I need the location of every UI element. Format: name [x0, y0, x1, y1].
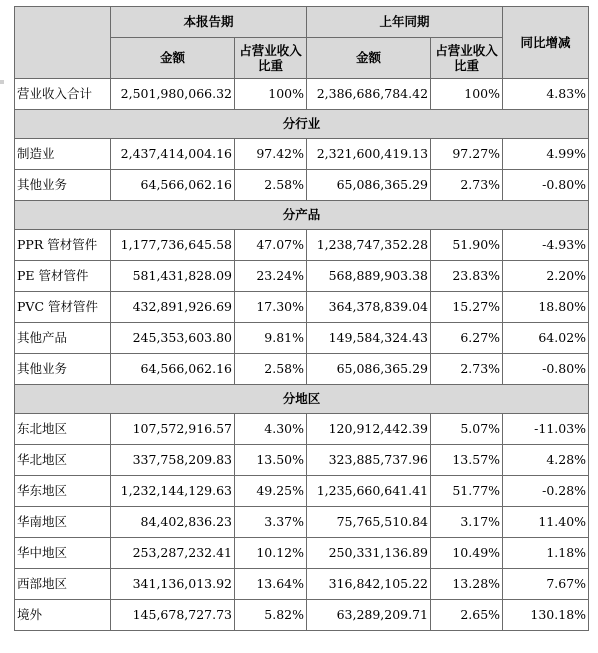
row-label: 西部地区 — [15, 569, 111, 600]
change-cell: 11.40% — [503, 507, 589, 538]
table-row — [15, 323, 589, 354]
table-body — [15, 79, 589, 631]
prior-amount-cell: 75,765,510.84 — [307, 507, 431, 538]
table-row — [15, 414, 589, 445]
row-label: PVC 管材管件 — [15, 292, 111, 323]
header-share-line2: 比重 — [454, 58, 480, 73]
change-cell: 2.20% — [503, 261, 589, 292]
change-cell: 7.67% — [503, 569, 589, 600]
table-row — [15, 538, 589, 569]
current-share-cell: 2.58% — [235, 354, 307, 385]
total-row — [15, 79, 589, 110]
table-row — [15, 354, 589, 385]
table-row — [15, 476, 589, 507]
revenue-table-container — [14, 6, 588, 631]
row-label: 东北地区 — [15, 414, 111, 445]
prior-share-cell: 97.27% — [431, 139, 503, 170]
current-amount-cell: 145,678,727.73 — [111, 600, 235, 631]
prior-share-cell: 23.83% — [431, 261, 503, 292]
row-label: 境外 — [15, 600, 111, 631]
row-label: 其他产品 — [15, 323, 111, 354]
prior-amount-cell: 2,321,600,419.13 — [307, 139, 431, 170]
prior-amount-cell: 63,289,209.71 — [307, 600, 431, 631]
current-share-cell: 4.30% — [235, 414, 307, 445]
current-amount-cell: 253,287,232.41 — [111, 538, 235, 569]
prior-share-cell: 100% — [431, 79, 503, 110]
current-amount-cell: 2,501,980,066.32 — [111, 79, 235, 110]
current-share-cell: 13.64% — [235, 569, 307, 600]
current-amount-cell: 245,353,603.80 — [111, 323, 235, 354]
current-amount-cell: 64,566,062.16 — [111, 170, 235, 201]
current-amount-cell: 84,402,836.23 — [111, 507, 235, 538]
prior-share-cell: 3.17% — [431, 507, 503, 538]
table-row — [15, 170, 589, 201]
prior-share-cell: 51.90% — [431, 230, 503, 261]
change-cell: 4.28% — [503, 445, 589, 476]
section-header-row — [15, 201, 589, 230]
row-label: 其他业务 — [15, 170, 111, 201]
current-share-cell: 10.12% — [235, 538, 307, 569]
row-label: 营业收入合计 — [15, 79, 111, 110]
change-cell: -0.28% — [503, 476, 589, 507]
current-share-cell: 17.30% — [235, 292, 307, 323]
change-cell: 18.80% — [503, 292, 589, 323]
current-share-cell: 9.81% — [235, 323, 307, 354]
current-amount-cell: 107,572,916.57 — [111, 414, 235, 445]
section-title: 分行业 — [15, 110, 589, 139]
prior-share-cell: 6.27% — [431, 323, 503, 354]
prior-share-cell: 5.07% — [431, 414, 503, 445]
current-share-cell: 23.24% — [235, 261, 307, 292]
current-share-cell: 49.25% — [235, 476, 307, 507]
current-share-cell: 13.50% — [235, 445, 307, 476]
prior-amount-cell: 250,331,136.89 — [307, 538, 431, 569]
change-cell: -0.80% — [503, 354, 589, 385]
current-share-cell: 5.82% — [235, 600, 307, 631]
prior-share-cell: 51.77% — [431, 476, 503, 507]
header-prior-period: 上年同期 — [307, 7, 503, 38]
current-amount-cell: 581,431,828.09 — [111, 261, 235, 292]
prior-amount-cell: 1,238,747,352.28 — [307, 230, 431, 261]
row-label: 制造业 — [15, 139, 111, 170]
header-blank-cell — [15, 7, 111, 79]
prior-amount-cell: 323,885,737.96 — [307, 445, 431, 476]
row-label: PPR 管材管件 — [15, 230, 111, 261]
header-current-share — [235, 38, 307, 79]
table-row — [15, 292, 589, 323]
prior-amount-cell: 316,842,105.22 — [307, 569, 431, 600]
prior-share-cell: 2.73% — [431, 354, 503, 385]
change-cell: 64.02% — [503, 323, 589, 354]
row-label: PE 管材管件 — [15, 261, 111, 292]
row-label: 华东地区 — [15, 476, 111, 507]
table-row — [15, 600, 589, 631]
prior-share-cell: 15.27% — [431, 292, 503, 323]
prior-share-cell: 13.57% — [431, 445, 503, 476]
current-amount-cell: 337,758,209.83 — [111, 445, 235, 476]
current-share-cell: 2.58% — [235, 170, 307, 201]
current-share-cell: 3.37% — [235, 507, 307, 538]
section-header-row — [15, 110, 589, 139]
header-prior-share — [431, 38, 503, 79]
header-current-period: 本报告期 — [111, 7, 307, 38]
prior-share-cell: 13.28% — [431, 569, 503, 600]
header-prior-amount: 金额 — [307, 38, 431, 79]
header-current-amount: 金额 — [111, 38, 235, 79]
margin-marker — [0, 80, 4, 84]
table-row — [15, 507, 589, 538]
revenue-composition-table — [14, 6, 589, 631]
change-cell: 1.18% — [503, 538, 589, 569]
change-cell: -0.80% — [503, 170, 589, 201]
current-amount-cell: 64,566,062.16 — [111, 354, 235, 385]
prior-amount-cell: 65,086,365.29 — [307, 170, 431, 201]
prior-share-cell: 2.65% — [431, 600, 503, 631]
current-share-cell: 97.42% — [235, 139, 307, 170]
header-row-top — [15, 7, 589, 38]
current-amount-cell: 432,891,926.69 — [111, 292, 235, 323]
prior-amount-cell: 364,378,839.04 — [307, 292, 431, 323]
prior-amount-cell: 120,912,442.39 — [307, 414, 431, 445]
change-cell: 4.83% — [503, 79, 589, 110]
table-row — [15, 445, 589, 476]
row-label: 华中地区 — [15, 538, 111, 569]
change-cell: -4.93% — [503, 230, 589, 261]
row-label: 其他业务 — [15, 354, 111, 385]
prior-share-cell: 10.49% — [431, 538, 503, 569]
table-row — [15, 139, 589, 170]
header-share-line1: 占营业收入 — [239, 43, 302, 58]
prior-amount-cell: 568,889,903.38 — [307, 261, 431, 292]
prior-amount-cell: 149,584,324.43 — [307, 323, 431, 354]
table-row — [15, 569, 589, 600]
section-title: 分产品 — [15, 201, 589, 230]
section-header-row — [15, 385, 589, 414]
prior-share-cell: 2.73% — [431, 170, 503, 201]
current-share-cell: 100% — [235, 79, 307, 110]
current-share-cell: 47.07% — [235, 230, 307, 261]
header-yoy-change: 同比增减 — [503, 7, 589, 79]
current-amount-cell: 341,136,013.92 — [111, 569, 235, 600]
change-cell: -11.03% — [503, 414, 589, 445]
current-amount-cell: 2,437,414,004.16 — [111, 139, 235, 170]
table-row — [15, 230, 589, 261]
table-row — [15, 261, 589, 292]
current-amount-cell: 1,232,144,129.63 — [111, 476, 235, 507]
change-cell: 130.18% — [503, 600, 589, 631]
current-amount-cell: 1,177,736,645.58 — [111, 230, 235, 261]
row-label: 华南地区 — [15, 507, 111, 538]
section-title: 分地区 — [15, 385, 589, 414]
row-label: 华北地区 — [15, 445, 111, 476]
prior-amount-cell: 2,386,686,784.42 — [307, 79, 431, 110]
header-share-line1: 占营业收入 — [435, 43, 498, 58]
prior-amount-cell: 65,086,365.29 — [307, 354, 431, 385]
prior-amount-cell: 1,235,660,641.41 — [307, 476, 431, 507]
change-cell: 4.99% — [503, 139, 589, 170]
header-share-line2: 比重 — [258, 58, 284, 73]
